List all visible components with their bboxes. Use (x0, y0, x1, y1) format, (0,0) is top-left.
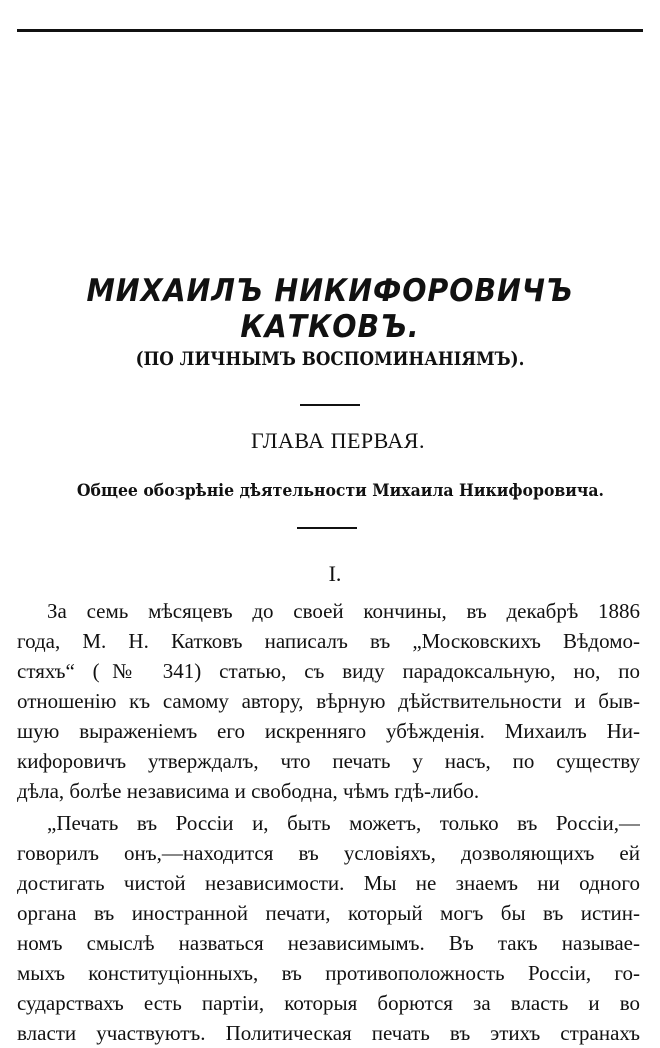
section-title: Общее обозрѣнiе дѣятельности Михаила Никифоровича. (76, 481, 605, 500)
text-line: отношенiю къ самому автору, вѣрную дѣйствительности и быв- (17, 689, 640, 713)
text-line: За семь мѣсяцевъ до своей кончины, въ декабрѣ 1886 (47, 599, 640, 623)
text-line: кифоровичъ утверждалъ, что печать у насъ, по существу (17, 749, 640, 773)
text-line: года, М. Н. Катковъ написалъ въ „Московскихъ Вѣдомо- (17, 629, 640, 653)
text-line: сударствахъ есть партiи, которыя борются за власть и во (17, 991, 640, 1015)
section-number: I. (328, 561, 342, 586)
page-subtitle: (ПО ЛИЧНЫМЪ ВОСПОМИНАНIЯМЪ). (135, 348, 525, 370)
text-line: достигать чистой независимости. Мы не знаемъ ни одного (17, 871, 640, 895)
text-line: органа въ иностранной печати, который могъ бы въ истин- (17, 901, 640, 925)
text-line: мыхъ конституцiонныхъ, въ противоположность Россiи, го- (17, 961, 640, 985)
text-line: дѣла, болѣе независима и свободна, чѣмъ гдѣ-либо. (17, 779, 480, 803)
text-line: власти участвуютъ. Политическая печать въ этихъ странахъ (17, 1021, 640, 1045)
text-line: стяхъ“ (№ 341) статью, съ виду парадоксальную, но, по (17, 659, 640, 683)
chapter-heading: ГЛАВА ПЕРВАЯ. (251, 428, 425, 453)
divider (297, 527, 357, 529)
top-rule (17, 29, 643, 32)
text-line: номъ смыслѣ назваться независимымъ. Въ такъ называе- (17, 931, 640, 955)
text-line: говорилъ онъ,—находится въ условiяхъ, дозволяющихъ ей (17, 841, 640, 865)
text-line: шую выраженiемъ его искренняго убѣжденiя. Михаилъ Ни- (17, 719, 640, 743)
divider (300, 404, 360, 406)
page-title: МИХАИЛЪ НИКИФОРОВИЧЪ КАТКОВЪ. (86, 273, 574, 345)
text-line: „Печать въ Россiи и, быть можетъ, только въ Россiи,— (47, 811, 640, 835)
